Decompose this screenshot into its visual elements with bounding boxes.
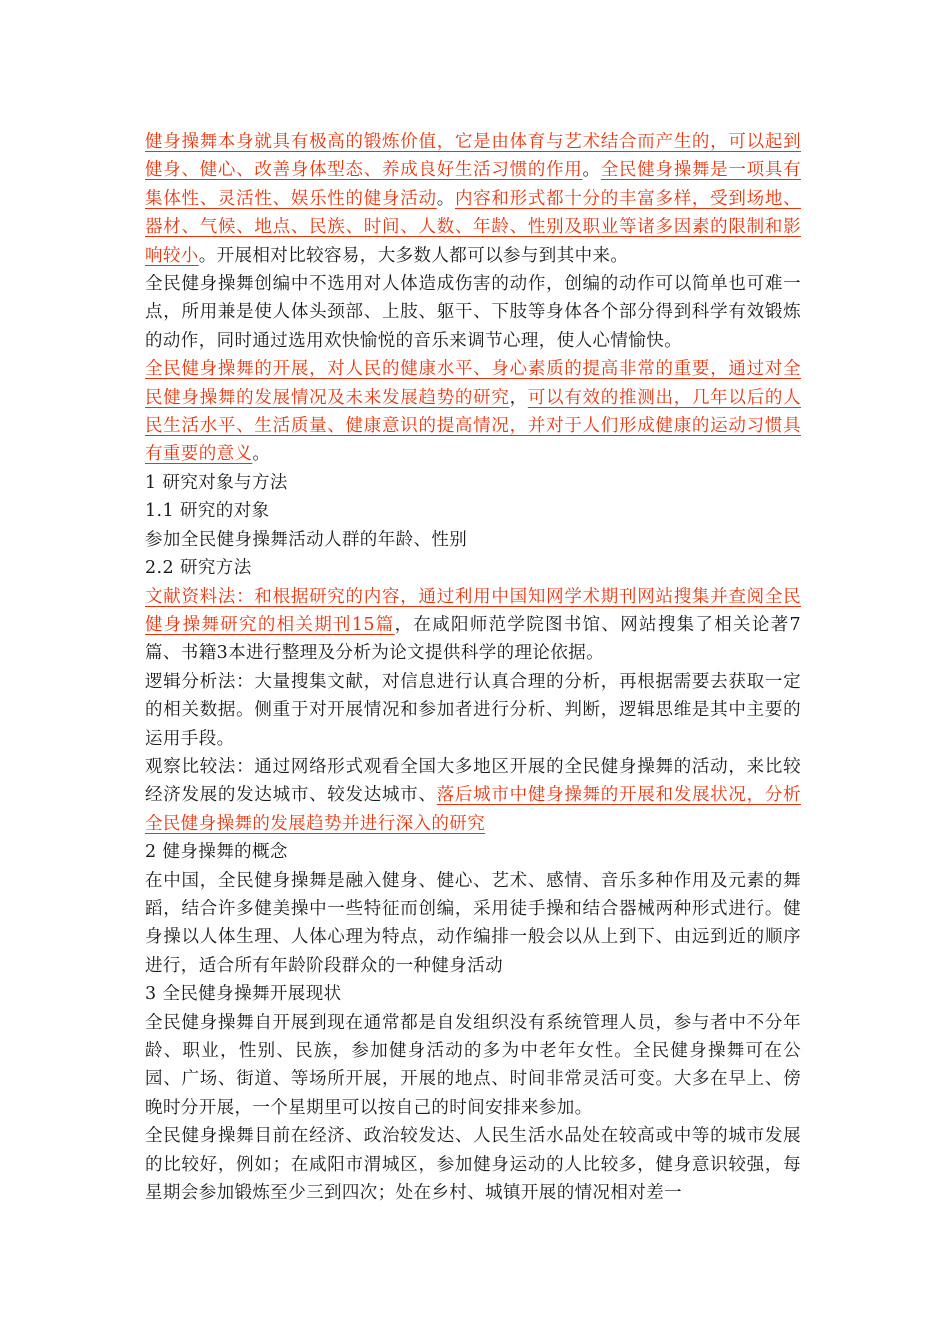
section-heading [145,554,801,582]
text-run: 。 [436,188,455,209]
document-body [145,128,801,1207]
paragraph [145,270,801,355]
paragraph [145,1122,801,1207]
paragraph [145,526,801,554]
text-run: 全民健身操舞创编中不选用对人体造成伤害的动作，创编的动作可以简单也可难一点，所用兼是使人体头颈部、上肢、躯干、下肢等身体各个部分得到科学有效锻炼的动作，同时通过选用欢快愉悦的音乐来调节心理，使人心情愉快。 [145,274,801,351]
highlighted-text: 全民健身操舞是一项具有集体性、灵活性、娱乐性的健身活动 [145,160,801,209]
paragraph [145,753,801,838]
highlighted-text: 健身操舞本身就具有极高的锻炼价值，它是由体育与艺术结合而产生的，可以起到健身、健心、改善身体型态、养成良好生活习惯的作用 [145,132,801,181]
text-run: 参加全民健身操舞活动人群的年龄、性别 [145,529,468,550]
section-heading [145,469,801,497]
paragraph [145,668,801,753]
highlighted-text: 可以有效的推测出，几年以后的人民生活水平、生活质量、健康意识的提高情况，并对于人们形成健康的运动习惯具有重要的意义 [145,387,801,465]
text-run: 2.2 研究方法 [145,558,252,579]
text-run: 。开展相对比较容易，大多数人都可以参与到其中来。 [198,245,629,266]
text-run: ， [509,387,528,408]
text-run: 1 研究对象与方法 [145,472,288,493]
text-run: 逻辑分析法：大量搜集文献，对信息进行认真合理的分析，再根据需要去获取一定的相关数据。侧重于对开展情况和参加者进行分析、判断，逻辑思维是其中主要的运用手段。 [145,671,801,749]
text-run: 3 全民健身操舞开展现状 [145,984,342,1005]
paragraph [145,128,801,270]
text-run: 全民健身操舞自开展到现在通常都是自发组织没有系统管理人员，参与者中不分年龄、职业，性别、民族，参加健身活动的多为中老年女性。全民健身操舞可在公园、广场、街道、等场所开展，开展的地点、时间非常灵活可变。大多在早上、傍晚时分开展，一个星期里可以按自己的时间安排来参加。 [145,1012,801,1118]
highlighted-text: 内容和形式都十分的丰富多样，受到场地、器材、气候、地点、民族、时间、人数、年龄、性别及职业等诸多因素的限制和影响较小 [145,188,801,266]
highlighted-text: 文献资料法：和根据研究的内容，通过利用中国知网学术期刊网站搜集并查阅全民健身操舞研究的相关期刊15篇 [145,586,801,635]
highlighted-text: 全民健身操舞的开展，对人民的健康水平、身心素质的提高非常的重要，通过对全民健身操舞的发展情况及未来发展趋势的研究 [145,359,801,408]
paragraph [145,1009,801,1123]
text-run: 全民健身操舞目前在经济、政治较发达、人民生活水品处在较高或中等的城市发展的比较好，例如；在咸阳市渭城区，参加健身运动的人比较多，健身意识较强，每星期会参加锻炼至少三到四次；处在乡村、城镇开展的情况相对差一 [145,1126,801,1204]
section-heading [145,980,801,1008]
text-run: 在中国，全民健身操舞是融入健身、健心、艺术、感情、音乐多种作用及元素的舞蹈，结合许多健美操中一些特征而创编，采用徒手操和结合器械两种形式进行。健身操以人体生理、人体心理为特点，动作编排一般会以从上到下、由远到近的顺序进行，适合所有年龄阶段群众的一种健身活动 [145,870,801,976]
text-run: 1.1 研究的对象 [145,501,270,522]
highlighted-text: 落后城市中健身操舞的开展和发展状况，分析全民健身操舞的发展趋势并进行深入的研究 [145,785,801,834]
section-heading [145,838,801,866]
text-run: 观察比较法：通过网络形式观看全国大多地区开展的全民健身操舞的活动，来比较经济发展的发达城市、较发达城市、 [145,756,801,806]
text-run: ，在咸阳师范学院图书馆、网站搜集了相关论著7篇、书籍3本进行整理及分析为论文提供科学的理论依据。 [145,614,801,664]
text-run: 。 [252,444,271,465]
paragraph [145,583,801,668]
section-heading [145,497,801,525]
paragraph [145,867,801,981]
text-run: 。 [582,160,601,181]
paragraph [145,355,801,469]
text-run: 2 健身操舞的概念 [145,842,288,863]
